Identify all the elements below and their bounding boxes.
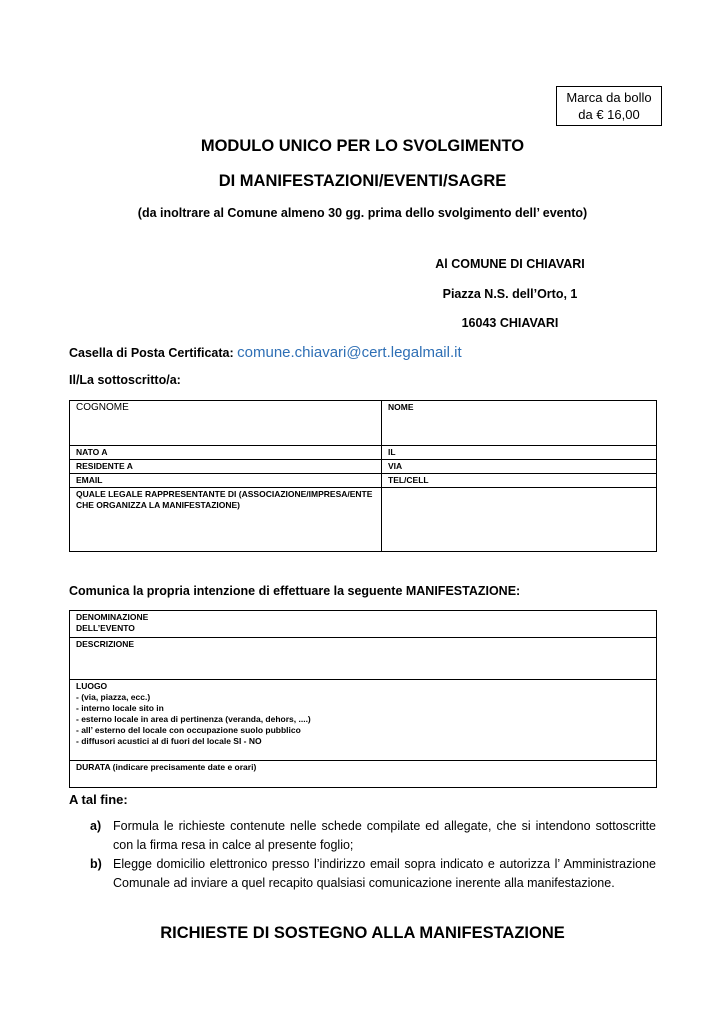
- purpose-heading: A tal fine:: [69, 792, 128, 807]
- section-title: RICHIESTE DI SOSTEGNO ALLA MANIFESTAZIONE: [160, 924, 565, 942]
- pec-label: Casella di Posta Certificata:: [69, 346, 234, 360]
- event-name-label-1: DENOMINAZIONE: [76, 612, 149, 622]
- nome-field[interactable]: NOME: [382, 401, 657, 446]
- stamp-line-1: Marca da bollo: [566, 90, 652, 105]
- recipient-line-1: Al COMUNE DI CHIAVARI: [435, 257, 585, 271]
- legal-representative-value[interactable]: [382, 488, 657, 552]
- location-line: - diffusori acustici al di fuori del locale SI - NO: [76, 736, 262, 746]
- event-intro: Comunica la propria intenzione di effettuare la seguente MANIFESTAZIONE:: [69, 584, 521, 598]
- stamp-line-2: da € 16,00: [578, 107, 640, 122]
- location-line: - (via, piazza, ecc.): [76, 692, 151, 702]
- recipient-line-3: 16043 CHIAVARI: [461, 316, 559, 330]
- legal-representative-field[interactable]: QUALE LEGALE RAPPRESENTANTE DI (ASSOCIAZIONE/IMPRESA/ENTE CHE ORGANIZZA LA MANIFESTAZIONE): [70, 488, 382, 552]
- email-field[interactable]: EMAIL: [70, 474, 382, 488]
- event-table: [69, 610, 657, 788]
- event-description-field[interactable]: DESCRIZIONE: [70, 638, 657, 680]
- event-duration-field[interactable]: DURATA (indicare precisamente date e orari): [70, 761, 657, 788]
- nato-a-field[interactable]: NATO A: [70, 446, 382, 460]
- pec-email-link[interactable]: comune.chiavari@cert.legalmail.it: [237, 344, 462, 361]
- form-subtitle: (da inoltrare al Comune almeno 30 gg. prima dello svolgimento dell’ evento): [137, 206, 588, 220]
- pec-row: [69, 344, 462, 361]
- purpose-text: Formula le richieste contenute nelle schede compilate ed allegate, che si intendono sottoscritte con la firma resa in calce al presente foglio;: [113, 819, 656, 852]
- event-location-field[interactable]: [70, 680, 657, 761]
- location-line: LUOGO: [76, 681, 108, 691]
- via-field[interactable]: VIA: [382, 460, 657, 474]
- applicant-table: [69, 400, 657, 552]
- location-line: - esterno locale in area di pertinenza (veranda, dehors, ....): [76, 714, 311, 724]
- location-line: - all’ esterno del locale con occupazione suolo pubblico: [76, 725, 301, 735]
- revenue-stamp-box: [556, 86, 662, 126]
- list-marker: a): [90, 819, 102, 833]
- location-line: - interno locale sito in: [76, 703, 164, 713]
- purpose-item-b: [90, 855, 656, 893]
- form-title-line-1: MODULO UNICO PER LO SVOLGIMENTO: [200, 137, 525, 155]
- recipient-line-2: Piazza N.S. dell’Orto, 1: [442, 287, 578, 301]
- purpose-item-a: [90, 817, 656, 855]
- tel-field[interactable]: TEL/CELL: [382, 474, 657, 488]
- event-name-field[interactable]: [70, 611, 657, 638]
- list-marker: b): [90, 857, 102, 871]
- applicant-intro: Il/La sottoscritto/a:: [69, 373, 181, 387]
- purpose-text: Elegge domicilio elettronico presso l’indirizzo email sopra indicato e autorizza l’ Amministrazione Comunale ad inviare a quel recapito qualsiasi comunicazione inerente alla manifestazione.: [113, 857, 656, 890]
- cognome-field[interactable]: COGNOME: [70, 401, 382, 446]
- il-field[interactable]: IL: [382, 446, 657, 460]
- event-name-label-2: DELL’EVENTO: [76, 623, 135, 633]
- form-title-line-2: DI MANIFESTAZIONI/EVENTI/SAGRE: [218, 172, 507, 190]
- residente-a-field[interactable]: RESIDENTE A: [70, 460, 382, 474]
